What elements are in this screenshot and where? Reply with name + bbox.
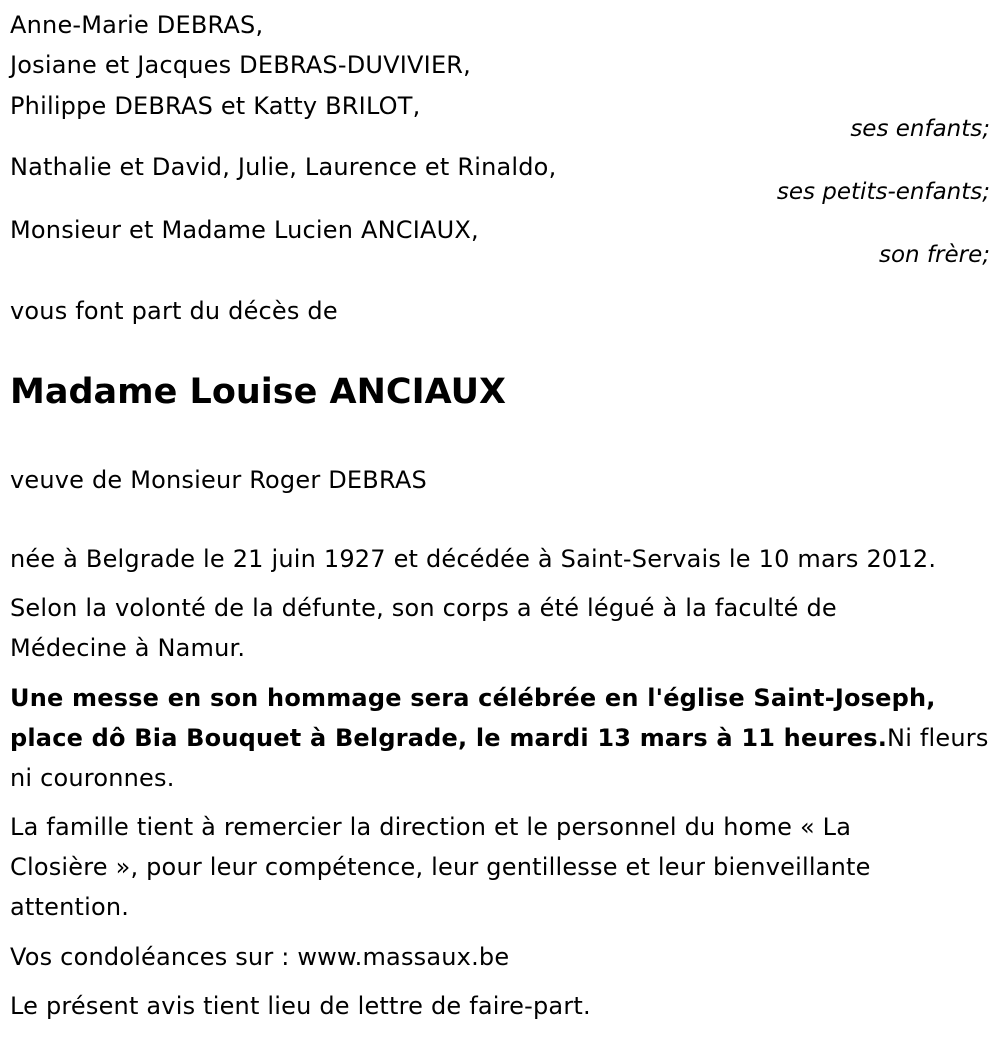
relation-brother: son frère; — [878, 242, 990, 268]
relation-grandchildren: ses petits-enfants; — [776, 179, 990, 205]
family-line-4: Nathalie et David, Julie, Laurence et Rinaldo, — [10, 153, 557, 181]
thanks-line-3: attention. — [10, 893, 130, 921]
widow-of-text: veuve de Monsieur Roger DEBRAS — [10, 466, 427, 494]
no-flowers-text: Ni fleurs — [887, 724, 989, 752]
announcement-text: vous font part du décès de — [10, 297, 338, 325]
mass-line-3: ni couronnes. — [10, 764, 175, 792]
family-line-3: Philippe DEBRAS et Katty BRILOT, — [10, 92, 421, 120]
family-line-5: Monsieur et Madame Lucien ANCIAUX, — [10, 216, 479, 244]
birth-death-text: née à Belgrade le 21 juin 1927 et décédée à Saint-Servais le 10 mars 2012. — [10, 545, 937, 573]
will-line-1: Selon la volonté de la défunte, son corps a été légué à la faculté de — [10, 594, 837, 622]
mass-line-2 — [10, 723, 989, 753]
will-line-2: Médecine à Namur. — [10, 634, 246, 662]
deceased-name: Madame Louise ANCIAUX — [10, 372, 507, 412]
condolences-text: Vos condoléances sur : www.massaux.be — [10, 943, 510, 971]
closing-text: Le présent avis tient lieu de lettre de faire-part. — [10, 992, 591, 1020]
thanks-line-2: Closière », pour leur compétence, leur gentillesse et leur bienveillante — [10, 853, 871, 881]
relation-children: ses enfants; — [850, 116, 990, 142]
family-line-2: Josiane et Jacques DEBRAS-DUVIVIER, — [10, 51, 472, 79]
family-line-1: Anne-Marie DEBRAS, — [10, 11, 264, 39]
mass-details: place dô Bia Bouquet à Belgrade, le mardi 13 mars à 11 heures. — [10, 724, 888, 752]
thanks-line-1: La famille tient à remercier la direction et le personnel du home « La — [10, 813, 852, 841]
mass-line-1: Une messe en son hommage sera célébrée en l'église Saint-Joseph, — [10, 684, 936, 712]
